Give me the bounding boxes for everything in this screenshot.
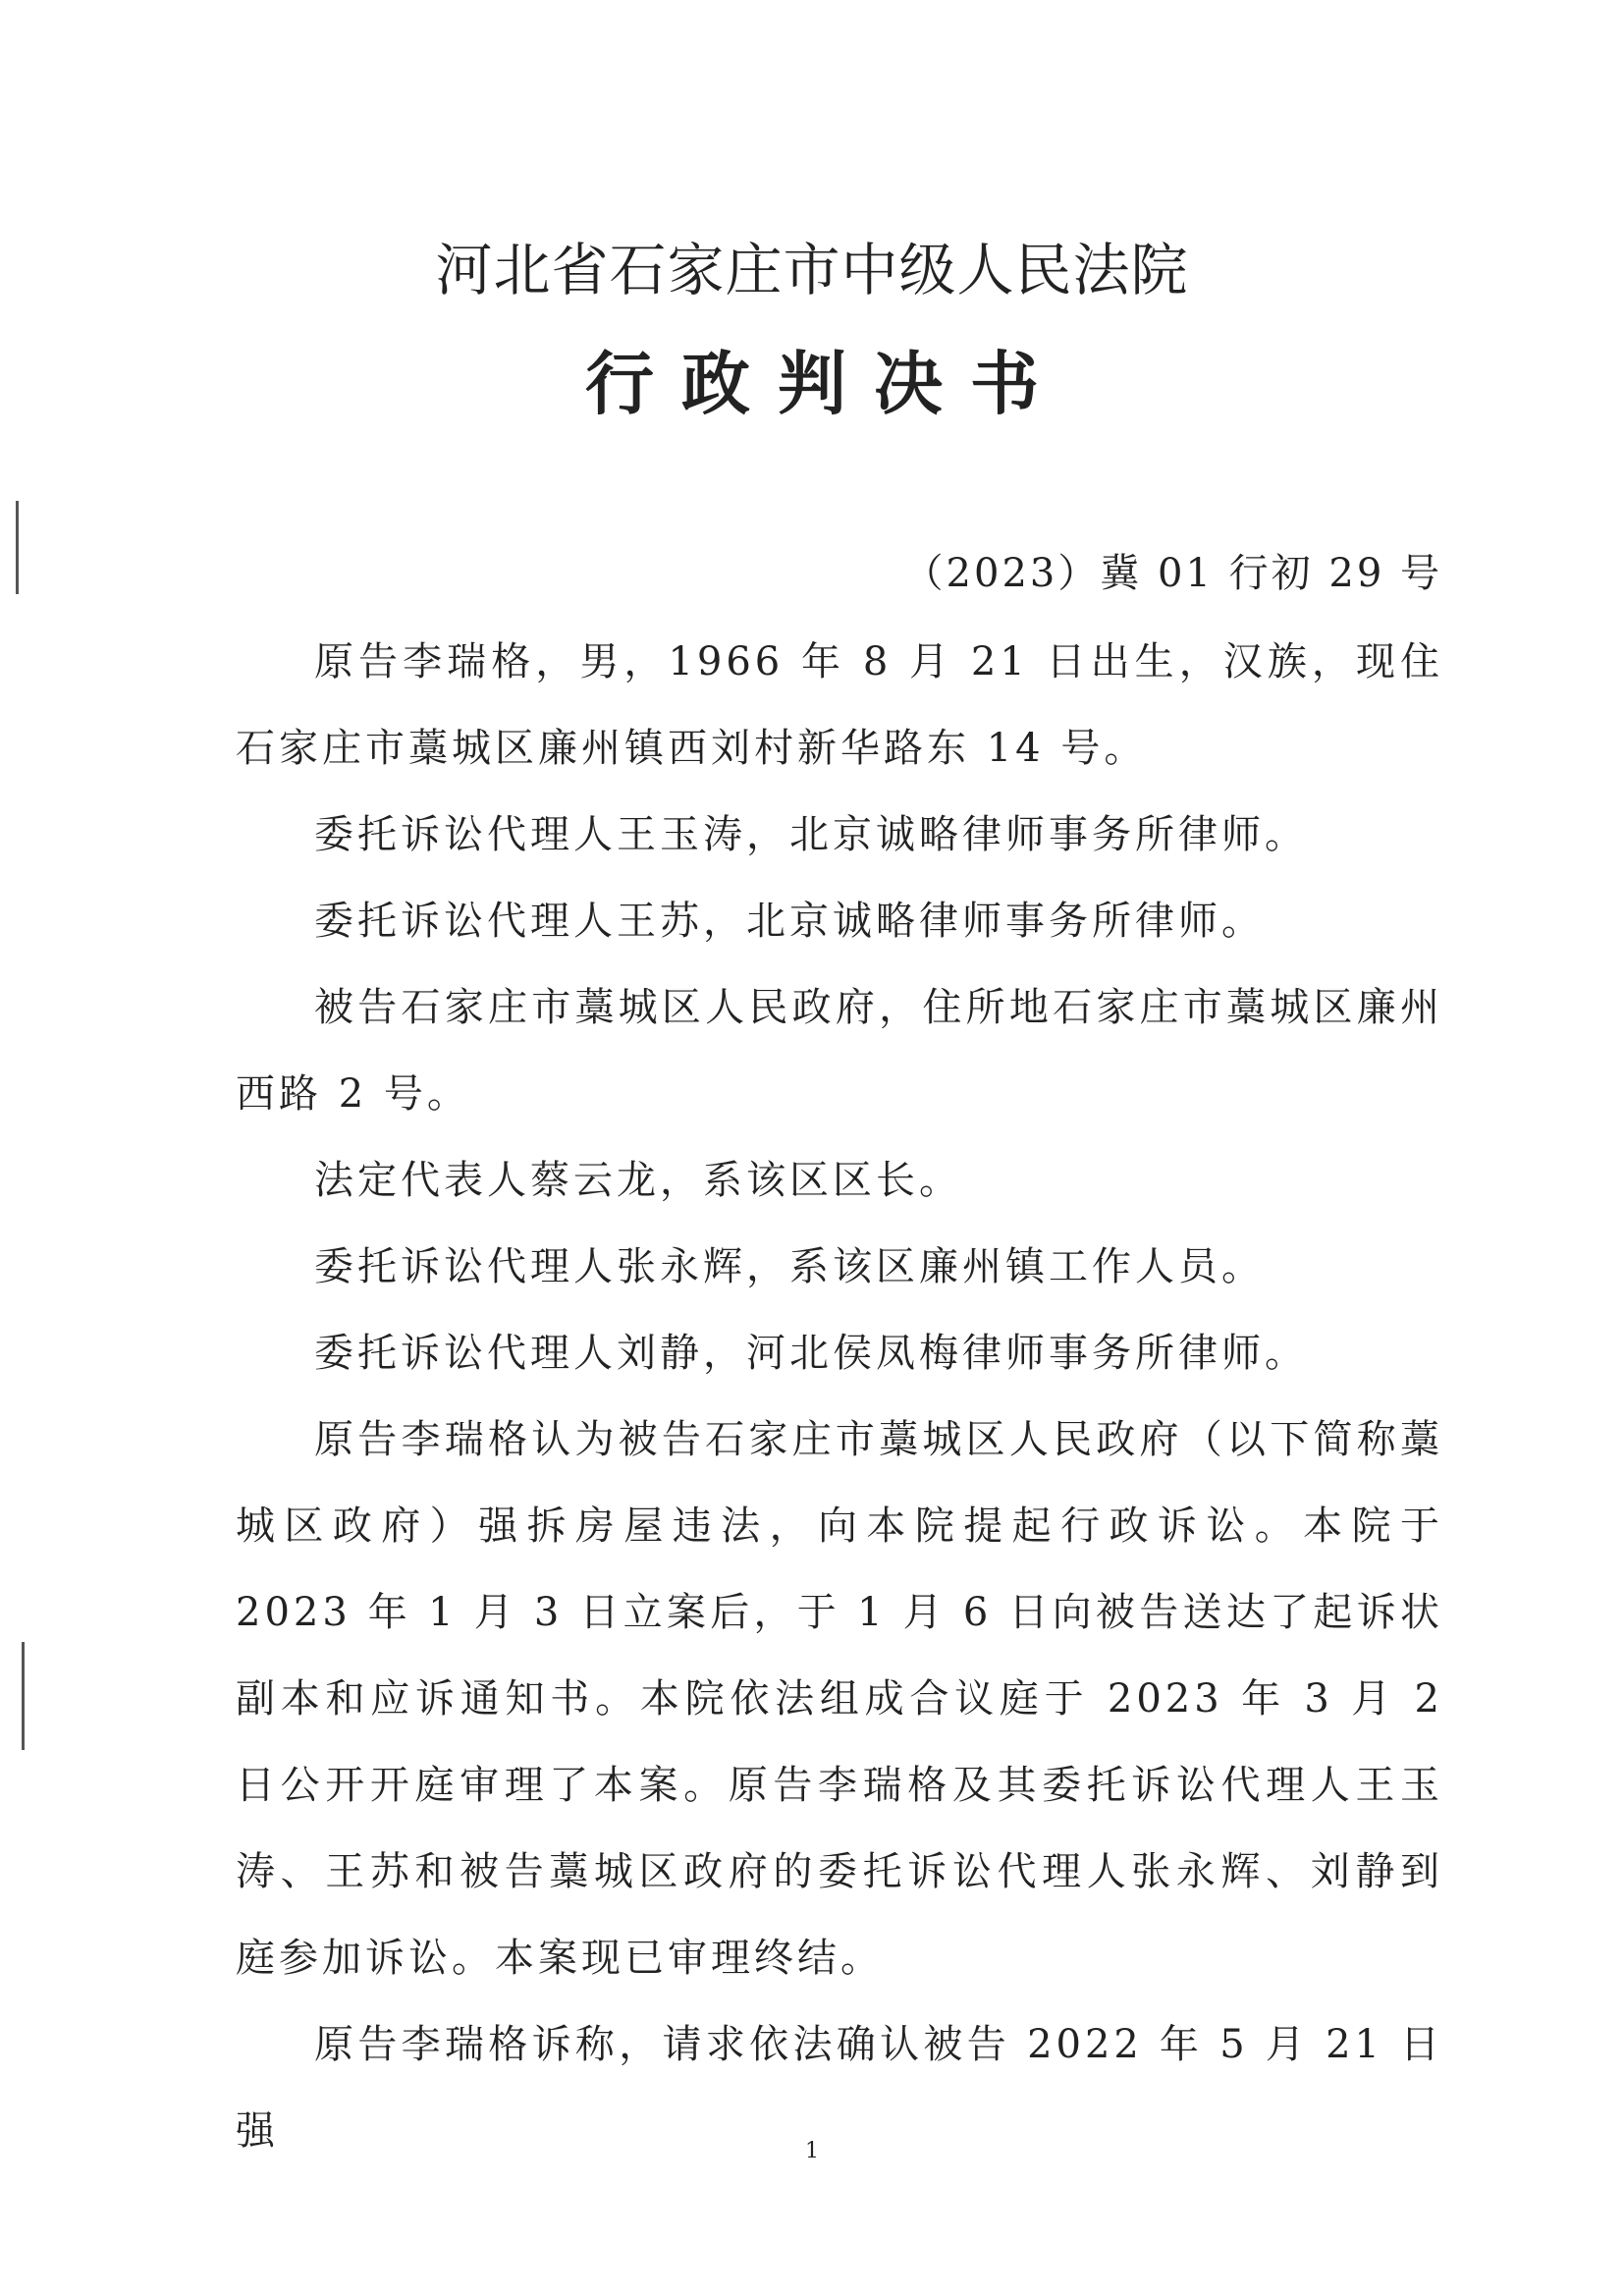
paragraph-legal-representative: 法定代表人蔡云龙，系该区区长。: [314, 1158, 962, 1203]
paragraph-plaintiff: 原告李瑞格，男，1966 年 8 月 21 日出生，汉族，现住石家庄市藁城区廉州镇西刘村新华路东 14 号。: [236, 639, 1443, 771]
document-body: [236, 619, 1443, 2174]
paragraph-plaintiff-agent-2: 委托诉讼代理人王苏，北京诚略律师事务所律师。: [314, 899, 1265, 944]
paragraph-case-history: 原告李瑞格认为被告石家庄市藁城区人民政府（以下简称藁城区政府）强拆房屋违法，向本院提起行政诉讼。本院于 2023 年 1 月 3 日立案后，于 1 月 6 日向被告送达了起诉状副本和应诉通知书。本院依法组成合议庭于 2023 年 3 月 2 日公开开庭审理了本案。原告李瑞格及其委托诉讼代理人王玉涛、王苏和被告藁城区政府的委托诉讼代理人张永辉、刘静到庭参加诉讼。本案现已审理终结。: [236, 1417, 1443, 1981]
page-number: 1: [805, 2139, 819, 2163]
paragraph-plaintiff-agent-1: 委托诉讼代理人王玉涛，北京诚略律师事务所律师。: [314, 812, 1308, 857]
scan-binding-mark-top: [16, 501, 19, 594]
court-name: 河北省石家庄市中级人民法院: [435, 237, 1189, 303]
case-number: （2023）冀 01 行初 29 号: [903, 551, 1442, 596]
paragraph-defendant: 被告石家庄市藁城区人民政府，住所地石家庄市藁城区廉州西路 2 号。: [236, 985, 1443, 1117]
paragraph-defendant-agent-2: 委托诉讼代理人刘静，河北侯凤梅律师事务所律师。: [314, 1331, 1308, 1376]
scan-binding-mark-bottom: [22, 1642, 25, 1750]
paragraph-plaintiff-claim: 原告李瑞格诉称，请求依法确认被告 2022 年 5 月 21 日强: [236, 2022, 1443, 2154]
paragraph-defendant-agent-1: 委托诉讼代理人张永辉，系该区廉州镇工作人员。: [314, 1244, 1265, 1289]
document-type: 行政判决书: [585, 343, 1066, 424]
